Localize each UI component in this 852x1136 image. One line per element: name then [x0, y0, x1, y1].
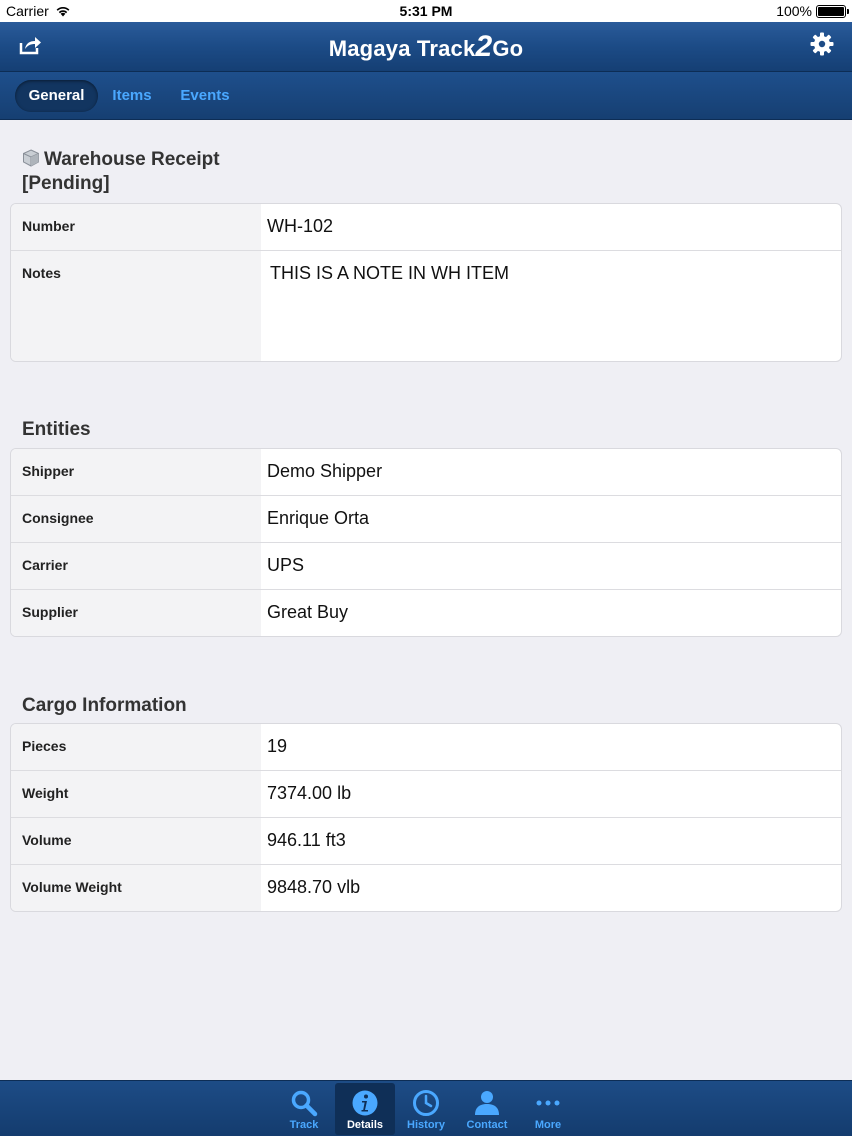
cargo-group: [10, 723, 842, 912]
row-label: Consignee: [11, 496, 261, 542]
tab-track-label: Track: [289, 1119, 319, 1131]
notes-value: THIS IS A NOTE IN WH ITEM: [270, 263, 510, 283]
row-value: 7374.00 lb: [267, 783, 352, 803]
table-row: [11, 724, 841, 771]
table-row: [11, 865, 841, 911]
tab-more-label: More: [534, 1119, 562, 1131]
row-label: Shipper: [11, 449, 261, 495]
clock-icon: [412, 1089, 440, 1117]
battery-percent: 100%: [776, 3, 812, 19]
info-icon: [351, 1089, 379, 1117]
row-value: 19: [267, 736, 288, 756]
tab-history[interactable]: [396, 1083, 456, 1135]
row-value: 9848.70 vlb: [267, 877, 361, 897]
app-title-suffix: Go: [492, 36, 524, 61]
entities-title: Entities: [22, 419, 91, 440]
table-row: [11, 251, 841, 361]
tab-general[interactable]: General: [15, 80, 98, 112]
table-row: [11, 496, 841, 543]
row-label: Volume: [11, 818, 261, 864]
receipt-title-text: Warehouse Receipt: [44, 149, 220, 170]
entities-group: [10, 448, 842, 637]
search-icon: [290, 1089, 318, 1117]
row-value: Demo Shipper: [267, 461, 383, 481]
table-row: [11, 543, 841, 590]
tab-track[interactable]: [274, 1083, 334, 1135]
tab-details[interactable]: [335, 1083, 395, 1135]
app-title-prefix: Magaya Track: [328, 36, 476, 61]
row-label: Number: [11, 204, 261, 250]
tab-history-label: History: [407, 1119, 445, 1131]
receipt-title: [22, 148, 220, 196]
carrier-label: Carrier: [6, 3, 49, 19]
row-label: Pieces: [11, 724, 261, 770]
tab-more[interactable]: [518, 1083, 578, 1135]
row-value: Great Buy: [267, 602, 349, 622]
battery-info: [776, 3, 846, 19]
row-value: 946.11 ft3: [267, 830, 346, 850]
bottom-tab-bar: [0, 1080, 852, 1136]
tab-items[interactable]: Items: [112, 87, 152, 104]
table-row: [11, 204, 841, 251]
row-value: Enrique Orta: [267, 508, 370, 528]
gear-icon[interactable]: [810, 32, 834, 56]
row-label: Weight: [11, 771, 261, 817]
row-value: WH-102: [267, 216, 334, 236]
status-bar: [0, 0, 852, 22]
receipt-status: [Pending]: [22, 173, 110, 194]
row-label: Volume Weight: [11, 865, 261, 911]
person-icon: [473, 1089, 501, 1117]
row-label: Carrier: [11, 543, 261, 589]
receipt-group: [10, 203, 842, 362]
app-title-number: 2: [475, 30, 493, 63]
battery-icon: [816, 5, 846, 18]
table-row: [11, 590, 841, 636]
nav-bar: [0, 22, 852, 72]
table-row: [11, 818, 841, 865]
box-icon: [22, 149, 40, 167]
status-time: 5:31 PM: [399, 3, 453, 19]
tab-events[interactable]: Events: [180, 87, 230, 104]
row-label: Notes: [11, 251, 261, 361]
tab-contact-label: Contact: [466, 1119, 508, 1131]
more-icon: [534, 1089, 562, 1117]
cargo-title: Cargo Information: [22, 695, 187, 716]
table-row: [11, 449, 841, 496]
row-label: Supplier: [11, 590, 261, 636]
table-row: [11, 771, 841, 818]
tab-details-label: Details: [346, 1119, 384, 1131]
app-title: [0, 30, 852, 64]
tab-contact[interactable]: [457, 1083, 517, 1135]
row-value: UPS: [267, 555, 305, 575]
segment-tabs: [0, 72, 852, 120]
